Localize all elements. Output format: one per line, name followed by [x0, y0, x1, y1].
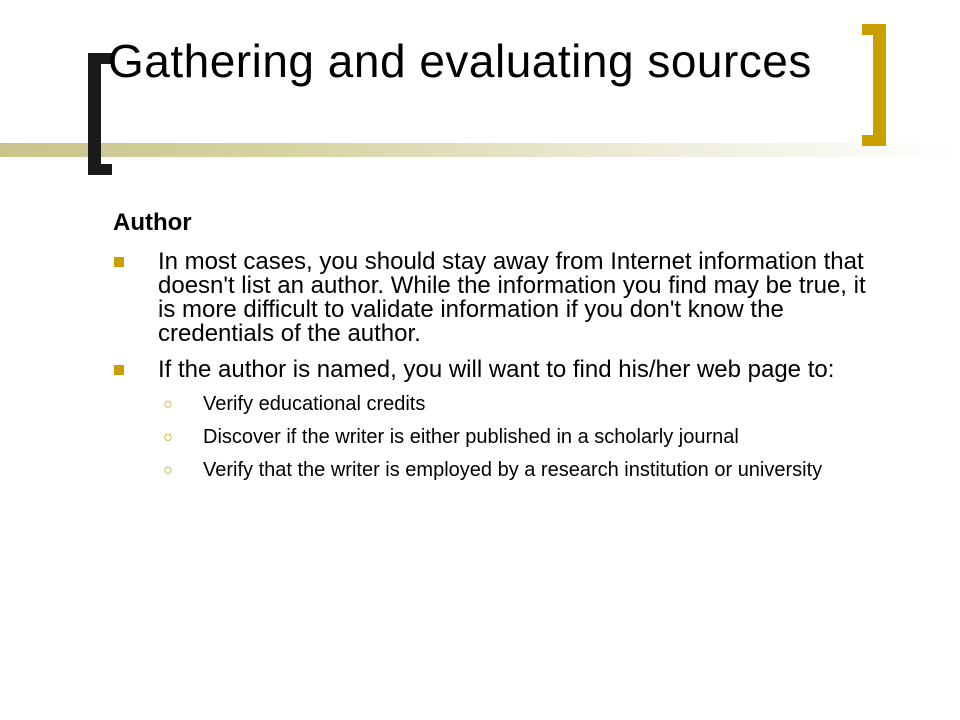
- list-item: [113, 358, 888, 481]
- title-decoration-bar: [0, 143, 960, 157]
- hollow-marker-icon: ○: [163, 396, 173, 413]
- square-bullet-icon: [114, 257, 124, 267]
- sub-bullet-text: Discover if the writer is either published in a scholarly journal: [203, 426, 739, 448]
- bullet-list: [113, 250, 893, 481]
- square-bullet-icon: [114, 365, 124, 375]
- slide-content: [113, 208, 893, 493]
- hollow-marker-icon: ○: [163, 462, 173, 479]
- sub-list-item: [158, 394, 888, 415]
- sub-list-item: [158, 427, 888, 448]
- section-heading: Author: [113, 209, 192, 236]
- sub-bullet-list: [158, 394, 888, 481]
- page-title: Gathering and evaluating sources: [108, 35, 812, 87]
- sub-bullet-text: Verify that the writer is employed by a research institution or university: [203, 459, 823, 481]
- list-item: [113, 250, 888, 346]
- sub-bullet-text: Verify educational credits: [203, 393, 426, 415]
- bullet-text: In most cases, you should stay away from Internet information that doesn't list an author. While the information you find may be true, it is more difficult to validate information if you don't know the credentials of the author.: [158, 248, 866, 347]
- hollow-marker-icon: ○: [163, 429, 173, 446]
- sub-list-item: [158, 460, 888, 481]
- bullet-text: If the author is named, you will want to find his/her web page to:: [158, 356, 835, 383]
